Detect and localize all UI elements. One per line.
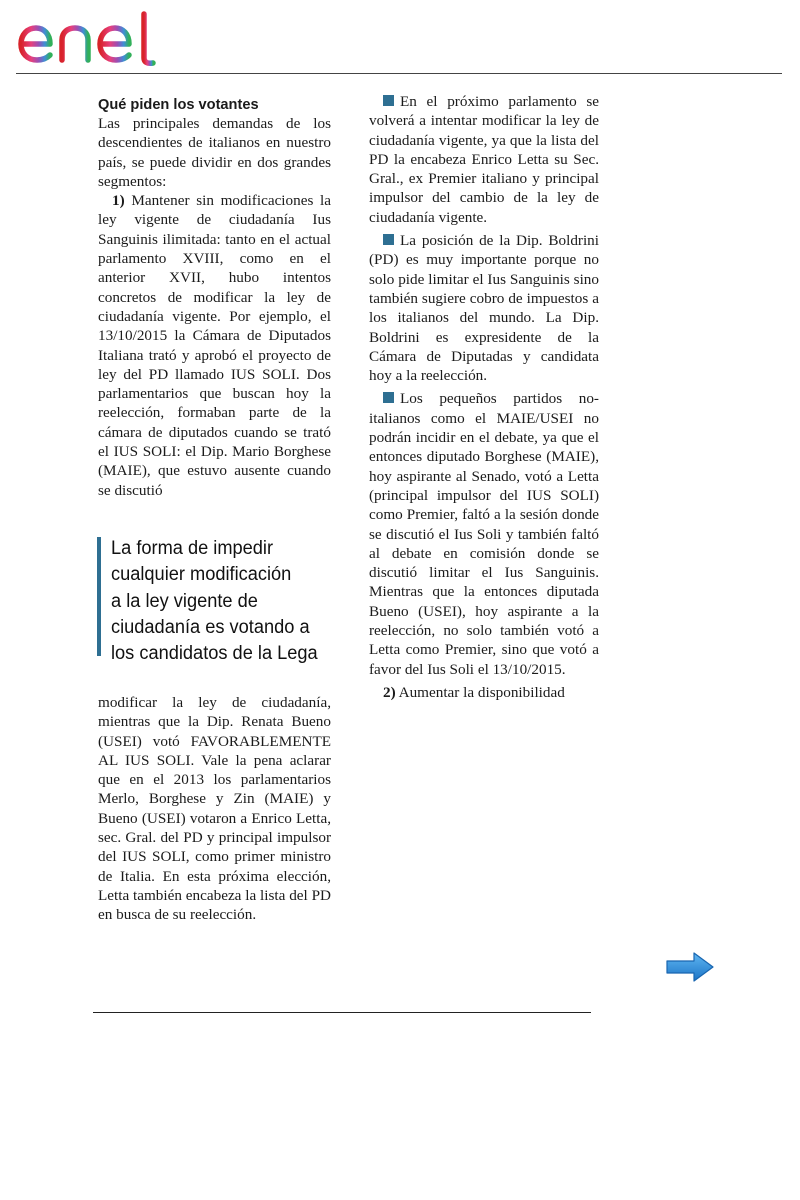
- pull-quote-line: ciudadanía es votando a: [111, 615, 310, 638]
- pull-quote: [97, 535, 337, 665]
- footer-rule: [93, 1012, 591, 1013]
- bullet-text: La posición de la Dip. Boldrini (PD) es muy importante porque no solo pide limitar el Ius Sanguinis sino también sugiere cobro de impuestos a los italianos del mundo. La Dip. Boldrini es expresidente de la Cámara de Diputadas y candidata hoy a la reelección.: [369, 232, 599, 385]
- bullet-paragraph: [369, 389, 599, 678]
- bullet-paragraph: [369, 231, 599, 385]
- bullet-text: Los pequeños partidos no-italianos como el MAIE/USEI no podrán incidir en el debate, ya que el entonces diputado Borghese (MAIE), hoy aspirante al Senado, votó a Letta (principal impulsor del IUS SOLI) como Premier, faltó a la sesión donde se discutió el Ius Soli y también faltó al debate en comisión donde se discutió limitar el Ius Sanguinis. Mientras que la entonces diputada Bueno (USEI), hoy aspirante a la reelección, no solo también votó a Letta como Premier, sino que votó a favor del Ius Soli el 13/10/2015.: [369, 390, 599, 678]
- point-2-paragraph: [369, 683, 599, 702]
- article-column-right: [369, 92, 599, 702]
- pull-quote-line: los candidatos de la Lega: [111, 642, 318, 665]
- intro-paragraph: Las principales demandas de los descendientes de italianos en nuestro país, se puede dividir en dos grandes segmentos:: [98, 115, 331, 190]
- point-1-number: 1): [112, 192, 125, 210]
- point-2-number: 2): [383, 683, 396, 701]
- square-bullet-icon: [383, 95, 394, 106]
- point-1-text: Mantener sin modificaciones la ley vigente de ciudadanía Ius Sanguinis ilimitada: tanto en el actual parlamento XVIII, como en el anterior XVII, hubo intentos concretos de modificar la ley de ciudadanía vigente. Por ejemplo, el 13/10/2015 la Cámara de Diputados Italiana trató y aprobó el proyecto de ley del PD llamado IUS SOLI. Dos parlamentarios que buscan hoy la reelección, formaban parte de la cámara de diputados cuando se trató el IUS SOLI: el Dip. Mario Borghese (MAIE), que estuvo ausente cuando se discutió: [98, 192, 331, 499]
- continuation-paragraph: modificar la ley de ciudadanía, mientras que la Dip. Renata Bueno (USEI) votó FAVORABLEMENTE AL IUS SOLI. Vale la pena aclarar que en el 2013 los parlamentarios Merlo, Borghese y Zin (MAIE) y Bueno (USEI) votaron a Enrico Letta, sec. Gral. del PD y principal impulsor del IUS SOLI, como primer ministro de Italia. En esta próxima elección, Letta también encabeza la lista del PD en busca de su reelección.: [98, 694, 331, 924]
- article-column-left-continued: [98, 693, 331, 925]
- square-bullet-icon: [383, 234, 394, 245]
- bullet-paragraph: [369, 92, 599, 227]
- header-rule: [16, 73, 782, 74]
- enel-logo: [16, 10, 172, 70]
- pull-quote-line: cualquier modificación: [111, 563, 292, 586]
- square-bullet-icon: [383, 392, 394, 403]
- point-1-paragraph: [98, 191, 331, 500]
- point-2-text: Aumentar la disponibilidad: [398, 683, 565, 701]
- pull-quote-text: [111, 535, 321, 666]
- pull-quote-line: a la ley vigente de: [111, 589, 258, 612]
- section-heading: Qué piden los votantes: [98, 97, 259, 113]
- arrow-right-icon[interactable]: [664, 950, 716, 984]
- article-column-left: [98, 96, 331, 500]
- bullet-text: En el próximo parlamento se volverá a intentar modificar la ley de ciudadanía vigente, ya que la lista del PD la encabeza Enrico Letta su Sec. Gral., ex Premier italiano y principal impulsor del cambio de la ley de ciudadanía vigente.: [369, 93, 599, 226]
- pull-quote-line: La forma de impedir: [111, 537, 274, 559]
- pull-quote-bar: [97, 537, 101, 656]
